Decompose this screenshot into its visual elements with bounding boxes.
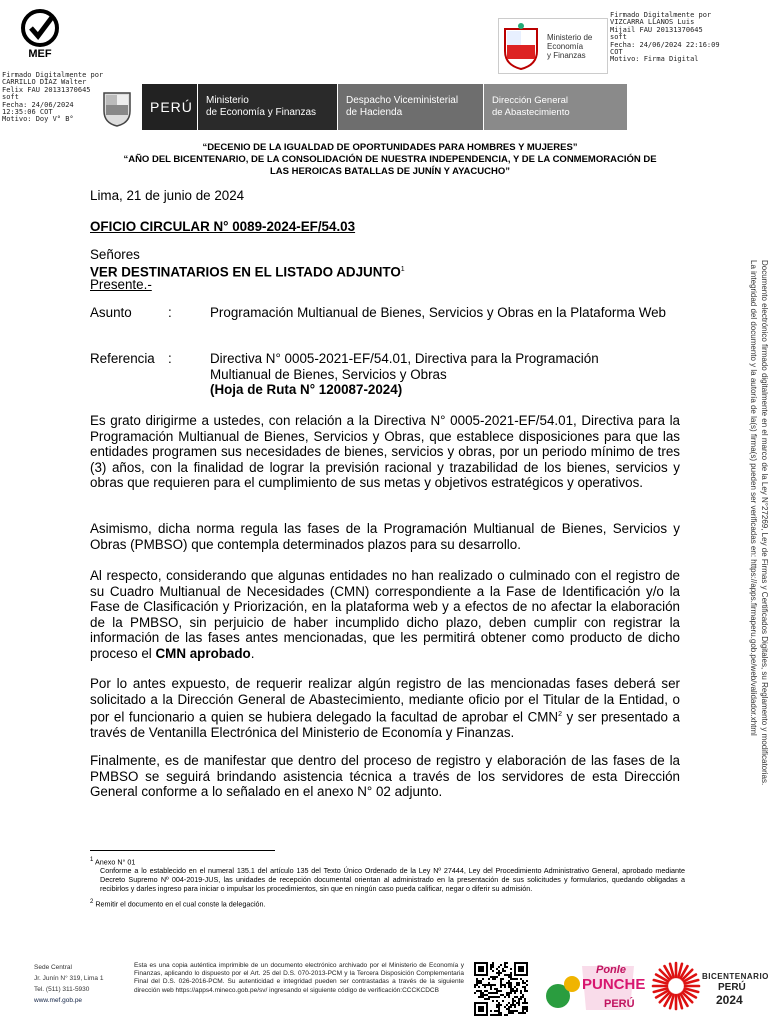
punche-text: PUNCHE — [582, 976, 646, 993]
footnote-1-num: 1 — [90, 857, 94, 863]
peru-coat-of-arms-icon — [499, 21, 543, 71]
footnote-2-num: 2 — [90, 899, 94, 906]
recipients-text: VER DESTINATARIOS EN EL LISTADO ADJUNTO — [90, 264, 401, 280]
direccion-label: Dirección General de Abastecimiento — [483, 84, 627, 130]
peru-shield-icon — [100, 87, 134, 127]
footer-sede: Sede Central — [34, 964, 72, 971]
stamp-label: Ministerio de Economía y Finanzas — [547, 32, 593, 60]
footer-address: Jr. Junín N° 319, Lima 1 — [34, 975, 104, 982]
paragraph-4-text-b: y ser presentado a través de Ventanilla Electrónica del Ministerio de Economía y Finanzas. — [90, 709, 680, 741]
referencia-colon: : — [168, 351, 172, 366]
peru-header-bar — [92, 84, 627, 130]
footer-authenticity-text: Esta es una copia auténtica imprimible de un documento electrónico archivado por el Ministerio de Economía y Finanzas, aplicando lo dispuesto por el Art. 25 del D.S. 070-2013-PCM y la Tercera Disposición Complementaria Final del D.S. 026-2016-PCM. Su autenticidad e integridad pueden ser contrastadas a través de la siguiente dirección web https://apps4.mineco.gob.pe/sv/ ingresando el siguiente código de verificación:CCCKCDCB — [134, 962, 464, 994]
paragraph-4 — [90, 676, 680, 741]
signature-left: Firmado Digitalmente por CARRILLO DIAZ Walter Felix FAU 20131370645 soft Fecha: 24/06/2024 12:35:06 COT Motivo: Doy V° B° — [2, 71, 104, 124]
verification-sidebar — [730, 260, 769, 800]
peru-shield — [92, 84, 142, 130]
bicentenario-logo — [650, 960, 769, 1016]
qr-code-icon — [474, 962, 528, 1016]
bicentenario-sun-icon — [650, 960, 702, 1012]
salutation: Señores — [90, 247, 140, 262]
peru-label: PERÚ — [142, 84, 197, 130]
footnote-1-text: Conforme a lo establecido en el numeral 135.1 del artículo 135 del Texto Único Ordenado de la Ley Nº 27444, Ley del Procedimiento Administrativo General, aprobado mediante Decreto Supremo Nº 004-2019-JUS, las unidades de recepción documental orientan al administrado en la presentación de sus solicitudes y formularios, quedando obligadas a recibirlos y darles ingreso para iniciar o impulsar los procedimientos, sin que en ningún caso pueda calificar, negar o diferir su admisión. — [100, 866, 685, 894]
decenio-line-3: LAS HEROICAS BATALLAS DE JUNÍN Y AYACUCHO” — [270, 166, 510, 177]
mef-logo-text: MEF — [28, 48, 52, 60]
footnote-1-title-text: Anexo N° 01 — [94, 857, 136, 867]
oficio-number: OFICIO CIRCULAR N° 0089-2024-EF/54.03 — [90, 219, 356, 234]
paragraph-1: Es grato dirigirme a ustedes, con relación a la Directiva N° 0005-2021-EF/54.01, Directiva para la Programación Multianual de Bienes, Servicios y Obras, que establece disposiciones para que las entidades programen sus necesidades de bienes, servicios y obras, por un periodo mínimo de tres (3) años, con la finalidad de lograr la previsión racional y trazabilidad de los bienes, servicios y obras que requieren para el cumplimiento de sus metas y objetivos estratégicos y operativos. — [90, 413, 680, 491]
ponle-punche-logo — [542, 960, 646, 1016]
presente: Presente.- — [90, 277, 152, 292]
decenio-line-2: “AÑO DEL BICENTENARIO, DE LA CONSOLIDACIÓN DE NUESTRA INDEPENDENCIA, Y DE LA CONMEMORACIÓN DE — [123, 154, 657, 165]
decenio-header — [60, 142, 720, 178]
footnote-2 — [90, 898, 685, 908]
bicentenario-year: 2024 — [716, 993, 743, 1007]
asunto-text: Programación Multianual de Bienes, Servicios y Obras en la Plataforma Web — [210, 305, 666, 320]
sidebar-text — [748, 260, 770, 785]
mef-logo — [20, 8, 60, 66]
footer-web-link[interactable]: www.mef.gob.pe — [34, 997, 83, 1004]
asunto-colon: : — [168, 305, 172, 320]
paragraph-4-text-a: Por lo antes expuesto, de requerir realizar algún registro de las mencionadas fases deberá ser solicitado a la Dirección General de Abastecimiento, mediante oficio por el Titular de la Entidad, o por el funcionario a quien se hubiera delegado la facultad de aprobar el CMN — [90, 676, 680, 725]
ponle-peru-text: PERÚ — [604, 998, 635, 1010]
hoja-de-ruta: (Hoja de Ruta N° 120087-2024) — [210, 382, 403, 397]
ministerio-label: Ministerio de Economía y Finanzas — [197, 84, 337, 130]
mef-check-icon — [20, 8, 60, 48]
referencia-label: Referencia — [90, 351, 155, 366]
bicentenario-text: BICENTENARIO — [702, 972, 769, 981]
cmn-aprobado: CMN aprobado — [155, 645, 251, 661]
footer-contact — [34, 962, 124, 1006]
referencia-text: Directiva N° 0005-2021-EF/54.01, Directiva para la Programación Multianual de Bienes, Servicios y Obras — [210, 351, 599, 382]
qr-code — [474, 962, 528, 1016]
ponle-text: Ponle — [596, 964, 626, 976]
footnotes — [90, 856, 685, 909]
signature-right: Firmado Digitalmente por VIZCARRA LLANOS Luis Mijail FAU 20131370645 soft Fecha: 24/06/2024 22:16:09 COT Motivo: Firma Digital — [610, 11, 720, 64]
sidebar-line-2: La integridad del documento y la autoría de la(s) firma(s) pueden ser verificadas en: https://apps.firmaperu.gob.pe/web/validador.xhtml — [749, 260, 758, 736]
paragraph-5: Finalmente, es de manifestar que dentro del proceso de registro y elaboración de las fases de la PMBSO se seguirá brindando asistencia técnica a través de los servidores de esta Dirección General conforme a lo señalado en el anexo N° 02 adjunto. — [90, 753, 680, 800]
bicentenario-peru: PERÚ — [718, 982, 746, 993]
asunto-label: Asunto — [90, 305, 132, 320]
paragraph-4-footnote-ref: 2 — [558, 711, 562, 719]
ministry-stamp — [498, 18, 608, 74]
footnote-separator — [90, 850, 275, 851]
paragraph-3-end: . — [250, 645, 255, 661]
decenio-line-1: “DECENIO DE LA IGUALDAD DE OPORTUNIDADES PARA HOMBRES Y MUJERES” — [202, 142, 578, 153]
footnote-1-title — [90, 856, 685, 866]
sidebar-line-1: Documento electrónico firmado digitalmente en el marco de la Ley N°27269, Ley de Firmas y Certificados Digitales, su Reglamento y modificatorias. — [760, 260, 769, 786]
despacho-label: Despacho Viceministerial de Hacienda — [337, 84, 483, 130]
footnote-2-text: Remitir el documento en el cual conste la delegación. — [95, 899, 266, 909]
paragraph-3 — [90, 568, 680, 662]
recipients-footnote-ref: 1 — [400, 266, 405, 273]
footer-tel: Tel. (511) 311-5930 — [34, 986, 90, 993]
paragraph-3-text: Al respecto, considerando que algunas entidades no han realizado o culminado con el registro de su Cuadro Multianual de Necesidades (CMN) correspondiente a la Fase de Identificación y/o la Fase de Clasificación y Priorización, en la plataforma web y a efectos de no afectar la elaboración de la PMBSO, sin perjuicio de haber incumplido dicho plazo, deben cumplir con registrar la información de las fases antes mencionadas, que les permitirá obtener como producto de dicho proceso el — [90, 568, 680, 661]
paragraph-2: Asimismo, dicha norma regula las fases de la Programación Multianual de Bienes, Servicios y Obras (PMBSO) que contempla determinados plazos para su desarrollo. — [90, 521, 680, 552]
letter-date: Lima, 21 de junio de 2024 — [90, 188, 245, 203]
